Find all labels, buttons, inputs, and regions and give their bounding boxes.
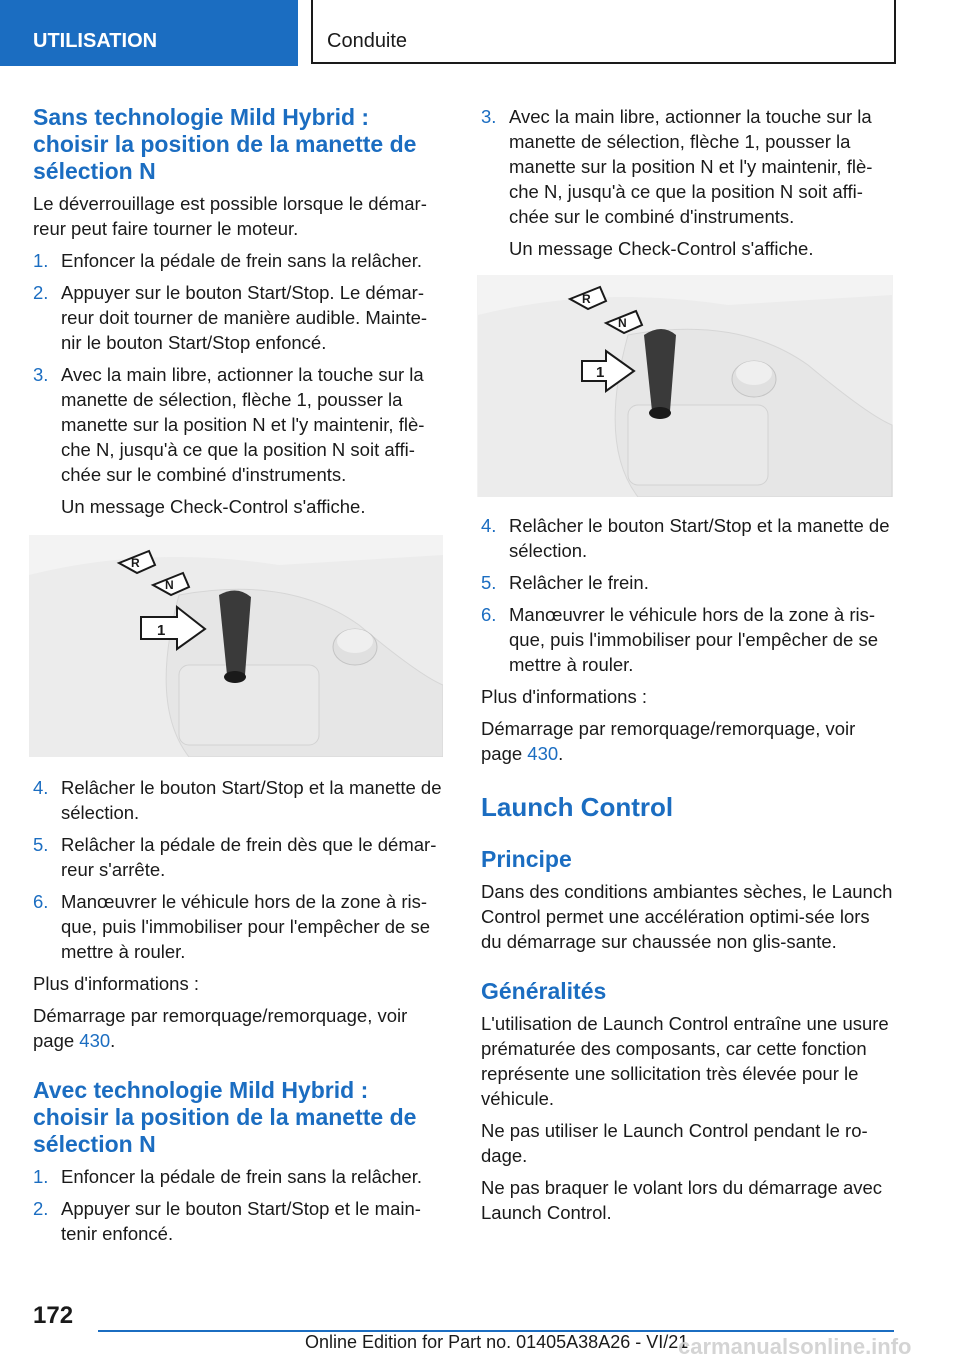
generalites-paragraph-1: L'utilisation de Launch Control entraîne une usure prématurée des composants, car cette fonction représente une sollicitation très élevée pour le véhicule. bbox=[481, 1013, 889, 1109]
right-column bbox=[481, 104, 893, 1232]
list-item: 2. Appuyer sur le bouton Start/Stop. Le démar-reur doit tourner de manière audible. Mainte-nir le bouton Start/Stop enfoncé. bbox=[33, 282, 428, 353]
list-item: 6. Manœuvrer le véhicule hors de la zone à ris-que, puis l'immobiliser pour l'empêcher de se mettre à rouler. bbox=[481, 604, 879, 675]
label-n-right: N bbox=[618, 316, 627, 330]
list-item: 2. Appuyer sur le bouton Start/Stop et le main-tenir enfoncé. bbox=[33, 1198, 421, 1244]
page-header bbox=[0, 0, 960, 66]
page-link-430[interactable]: 430 bbox=[79, 1030, 111, 1051]
left-column bbox=[33, 98, 443, 1253]
list-item: 4. Relâcher le bouton Start/Stop et la manette de sélection. bbox=[481, 515, 890, 561]
list-item: 3. Avec la main libre, actionner la touche sur la manette de sélection, flèche 1, pousser la manette sur la position N et l'y maintenir, flè-che N, jusqu'à ce que la position N soit affi-chée sur le combiné d'instruments. bbox=[33, 364, 425, 485]
chapter-title: Conduite bbox=[311, 0, 896, 64]
list-item: 1. Enfoncer la pédale de frein sans la relâcher. bbox=[33, 1166, 422, 1187]
cross-reference-right: Démarrage par remorquage/remorquage, voir page 430. bbox=[481, 718, 856, 764]
label-1: 1 bbox=[157, 622, 166, 639]
selector-lever-illustration-right bbox=[477, 275, 893, 497]
heading-sans-mild-hybrid: Sans technologie Mild Hybrid : choisir la position de la manette de sélection N bbox=[33, 104, 417, 184]
label-1-right: 1 bbox=[596, 364, 605, 381]
steps-list-c bbox=[33, 1164, 443, 1246]
heading-avec-mild-hybrid: Avec technologie Mild Hybrid : choisir la position de la manette de sélection N bbox=[33, 1077, 417, 1157]
section-tab: UTILISATION bbox=[0, 0, 298, 66]
steps-list-b bbox=[33, 775, 443, 964]
heading-launch-control: Launch Control bbox=[481, 792, 674, 822]
list-item: 5. Relâcher la pédale de frein dès que le démar-reur s'arrête. bbox=[33, 834, 437, 880]
cross-reference: Démarrage par remorquage/remorquage, voir page 430. bbox=[33, 1005, 408, 1051]
generalites-paragraph-3: Ne pas braquer le volant lors du démarrage avec Launch Control. bbox=[481, 1177, 883, 1223]
intro-paragraph: Le déverrouillage est possible lorsque le démar-reur peut faire tourner le moteur. bbox=[33, 193, 427, 239]
more-info-label: Plus d'informations : bbox=[33, 973, 199, 994]
generalites-paragraph-2: Ne pas utiliser le Launch Control pendant le ro-dage. bbox=[481, 1120, 868, 1166]
heading-principe: Principe bbox=[481, 846, 572, 872]
label-r: R bbox=[131, 556, 140, 570]
steps-list-right-b bbox=[481, 513, 893, 677]
list-item: 1. Enfoncer la pédale de frein sans la relâcher. bbox=[33, 250, 422, 271]
selector-lever-illustration bbox=[29, 535, 443, 757]
check-control-note-right: Un message Check-Control s'affiche. bbox=[509, 238, 814, 259]
check-control-note: Un message Check-Control s'affiche. bbox=[61, 496, 366, 517]
steps-list-right-a bbox=[481, 104, 893, 229]
page-link-430-right[interactable]: 430 bbox=[527, 743, 559, 764]
watermark-text: carmanualsonline.info bbox=[678, 1334, 912, 1359]
steps-list-a bbox=[33, 248, 443, 487]
label-n: N bbox=[165, 578, 174, 592]
list-item: 4. Relâcher le bouton Start/Stop et la manette de sélection. bbox=[33, 777, 442, 823]
heading-generalites: Généralités bbox=[481, 978, 607, 1004]
list-item: 5. Relâcher le frein. bbox=[481, 572, 649, 593]
list-item: 6. Manœuvrer le véhicule hors de la zone à ris-que, puis l'immobiliser pour l'empêcher de se mettre à rouler. bbox=[33, 891, 431, 962]
more-info-label-right: Plus d'informations : bbox=[481, 686, 647, 707]
principe-paragraph: Dans des conditions ambiantes sèches, le Launch Control permet une accélération optimi-sée lors du démarrage sur chaussée non glis-sante. bbox=[481, 881, 893, 952]
edition-text: Online Edition for Part no. 01405A38A26 - VI/21 bbox=[305, 1332, 689, 1352]
list-item: 3. Avec la main libre, actionner la touche sur la manette de sélection, flèche 1, pousser la manette sur la position N et l'y maintenir, flè-che N, jusqu'à ce que la position N soit affi-chée sur le combiné d'instruments. bbox=[481, 106, 873, 227]
label-r-right: R bbox=[582, 292, 591, 306]
page-number: 172 bbox=[33, 1302, 74, 1329]
